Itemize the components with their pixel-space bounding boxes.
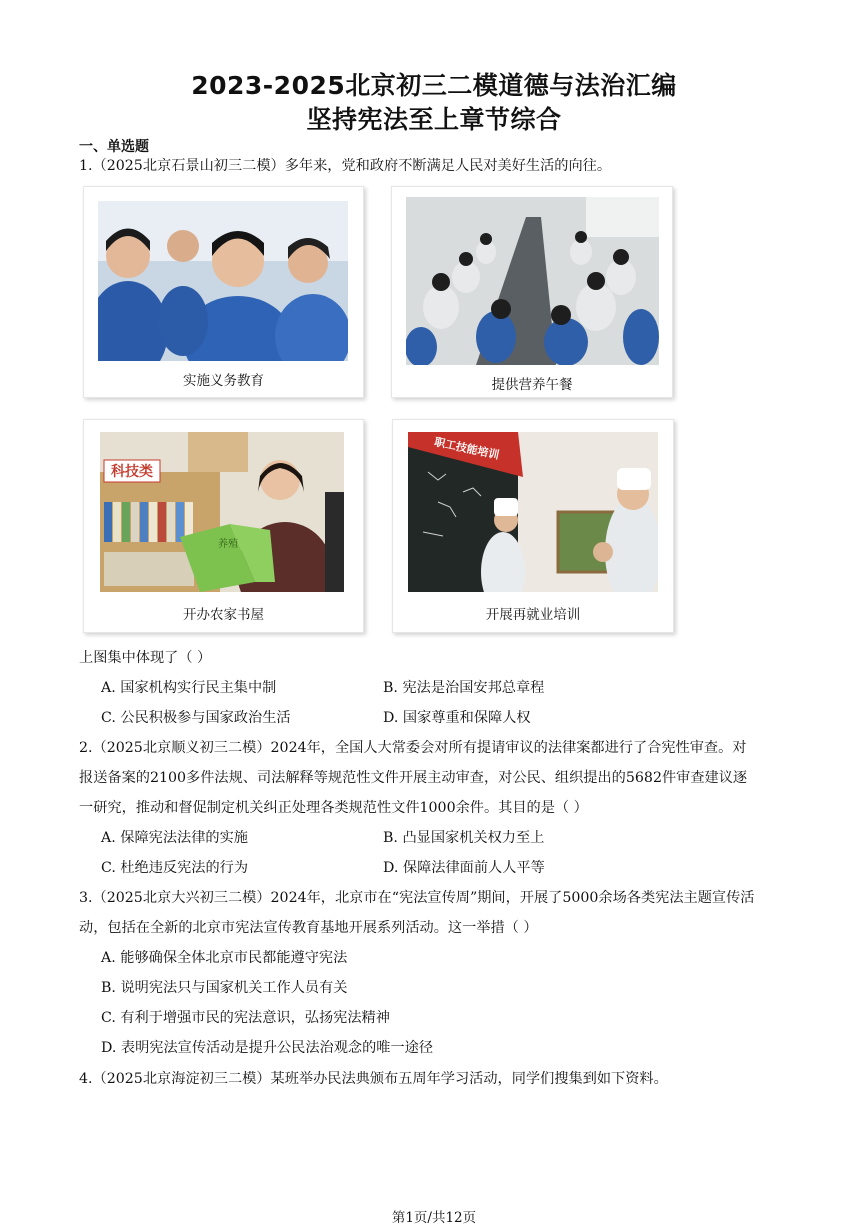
q1-option-c[interactable]: C. 公民积极参与国家政治生活	[101, 710, 291, 726]
q4-stem: 4.（2025北京海淀初三二模）某班举办民法典颁布五周年学习活动，同学们搜集到如下资料。	[79, 1071, 668, 1087]
page-number: 第1页/共12页	[391, 1210, 477, 1226]
q1-option-a[interactable]: A. 国家机构实行民主集中制	[101, 680, 277, 696]
q1-option-d[interactable]: D. 国家尊重和保障人权	[383, 710, 531, 726]
section-heading: 一、单选题	[79, 139, 149, 155]
training-banner: 职工技能培训	[433, 435, 501, 462]
document-title-line1: 2023-2025北京初三二模道德与法治汇编	[191, 71, 677, 100]
q2-option-d[interactable]: D. 保障法律面前人人平等	[383, 860, 545, 876]
bookshelf-sign: 科技类	[111, 464, 153, 480]
image-card-nutrition-lunch	[391, 186, 673, 398]
q2-stem-line2: 报送备案的2100多件法规、司法解释等规范性文件开展主动审查，对公民、组织提出的5682件审查建议逐	[79, 770, 748, 786]
image-caption: 实施义务教育	[183, 373, 264, 389]
q1-stem: 1.（2025北京石景山初三二模）多年来，党和政府不断满足人民对美好生活的向往。	[79, 158, 612, 174]
q3-option-d[interactable]: D. 表明宪法宣传活动是提升公民法治观念的唯一途径	[101, 1040, 434, 1056]
q3-option-b[interactable]: B. 说明宪法只与国家机关工作人员有关	[101, 980, 348, 996]
book-cover-title: 养殖	[218, 539, 238, 550]
q2-option-c[interactable]: C. 杜绝违反宪法的行为	[101, 860, 249, 876]
image-card-compulsory-education	[83, 186, 364, 398]
q3-stem-line1: 3.（2025北京大兴初三二模）2024年，北京市在“宪法宣传周”期间，开展了5000余场各类宪法主题宣传活	[79, 890, 755, 906]
q2-option-b[interactable]: B. 凸显国家机关权力至上	[383, 830, 545, 846]
q1-option-b[interactable]: B. 宪法是治国安邦总章程	[383, 680, 545, 696]
q3-option-a[interactable]: A. 能够确保全体北京市民都能遵守宪法	[101, 950, 348, 966]
document-title-line2: 坚持宪法至上章节综合	[306, 105, 562, 134]
image-card-reemployment-training	[392, 419, 674, 633]
q2-stem-line3: 一研究，推动和督促制定机关纠正处理各类规范性文件1000余件。其目的是（ ）	[79, 800, 588, 816]
lunch-hall-photo	[406, 197, 659, 365]
library-photo	[100, 432, 344, 592]
image-card-rural-library	[83, 419, 364, 633]
q3-stem-line2: 动，包括在全新的北京市宪法宣传教育基地开展系列活动。这一举措（ ）	[79, 920, 538, 936]
image-caption: 开展再就业培训	[485, 607, 581, 623]
image-caption: 开办农家书屋	[183, 607, 264, 623]
q1-question: 上图集中体现了（ ）	[79, 650, 212, 666]
q3-option-c[interactable]: C. 有利于增强市民的宪法意识，弘扬宪法精神	[101, 1010, 390, 1026]
q2-option-a[interactable]: A. 保障宪法法律的实施	[101, 830, 248, 846]
image-caption: 提供营养午餐	[491, 377, 573, 393]
classroom-photo	[98, 201, 348, 361]
q2-stem-line1: 2.（2025北京顺义初三二模）2024年，全国人大常委会对所有提请审议的法律案都进行了合宪性审查。对	[79, 740, 747, 756]
training-photo	[408, 432, 658, 592]
